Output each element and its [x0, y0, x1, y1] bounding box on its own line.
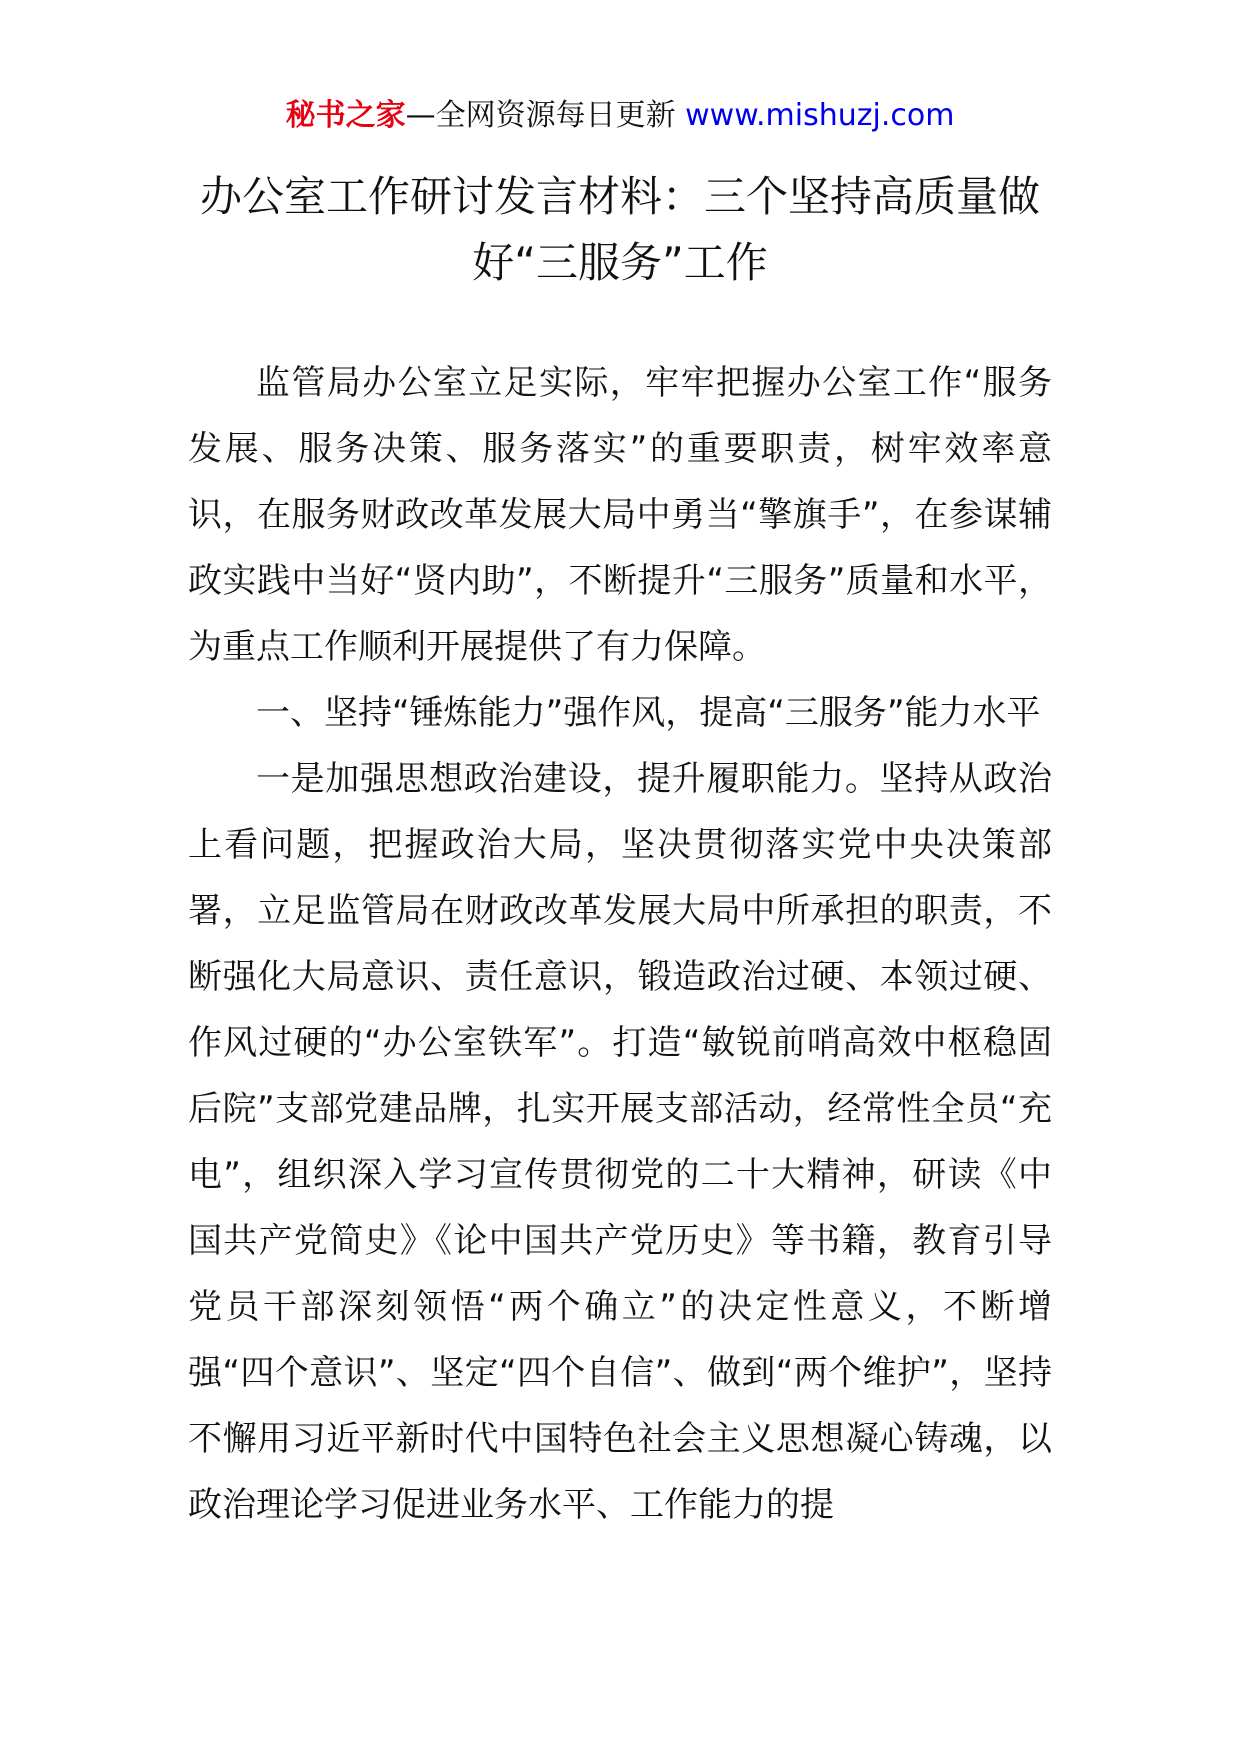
document-title: [150, 164, 1090, 296]
brand-name: 秘书之家: [285, 98, 406, 133]
site-url-link[interactable]: www.mishuzj.com: [685, 98, 955, 133]
section-heading-1: 一、坚持“锤炼能力”强作风，提高“三服务”能力水平: [256, 693, 1041, 733]
site-header: [0, 96, 1240, 136]
header-tagline: —全网资源每日更新: [405, 98, 686, 133]
body-paragraph: 一是加强思想政治建设，提升履职能力。坚持从政治上看问题，把握政治大局，坚决贯彻落实党中央决策部署，立足监管局在财政改革发展大局中所承担的职责，不断强化大局意识、责任意识，锻造政治过硬、本领过硬、作风过硬的“办公室铁军”。打造“敏锐前哨高效中枢稳固后院”支部党建品牌，扎实开展支部活动，经常性全员“充电”，组织深入学习宣传贯彻党的二十大精神，研读《中国共产党简史》《论中国共产党历史》等书籍，教育引导党员干部深刻领悟“两个确立”的决定性意义，不断增强“四个意识”、坚定“四个自信”、做到“两个维护”，坚持不懈用习近平新时代中国特色社会主义思想凝心铸魂，以政治理论学习促进业务水平、工作能力的提: [188, 759, 1052, 1525]
title-line-1: 办公室工作研讨发言材料：三个坚持高质量做: [199, 172, 1040, 221]
intro-paragraph: 监管局办公室立足实际，牢牢把握办公室工作“服务发展、服务决策、服务落实”的重要职责，树牢效率意识，在服务财政改革发展大局中勇当“擎旗手”，在参谋辅政实践中当好“贤内助”，不断提升“三服务”质量和水平，为重点工作顺利开展提供了有力保障。: [188, 363, 1052, 667]
title-line-2: 好“三服务”工作: [472, 238, 768, 287]
document-body: [188, 350, 1052, 1538]
